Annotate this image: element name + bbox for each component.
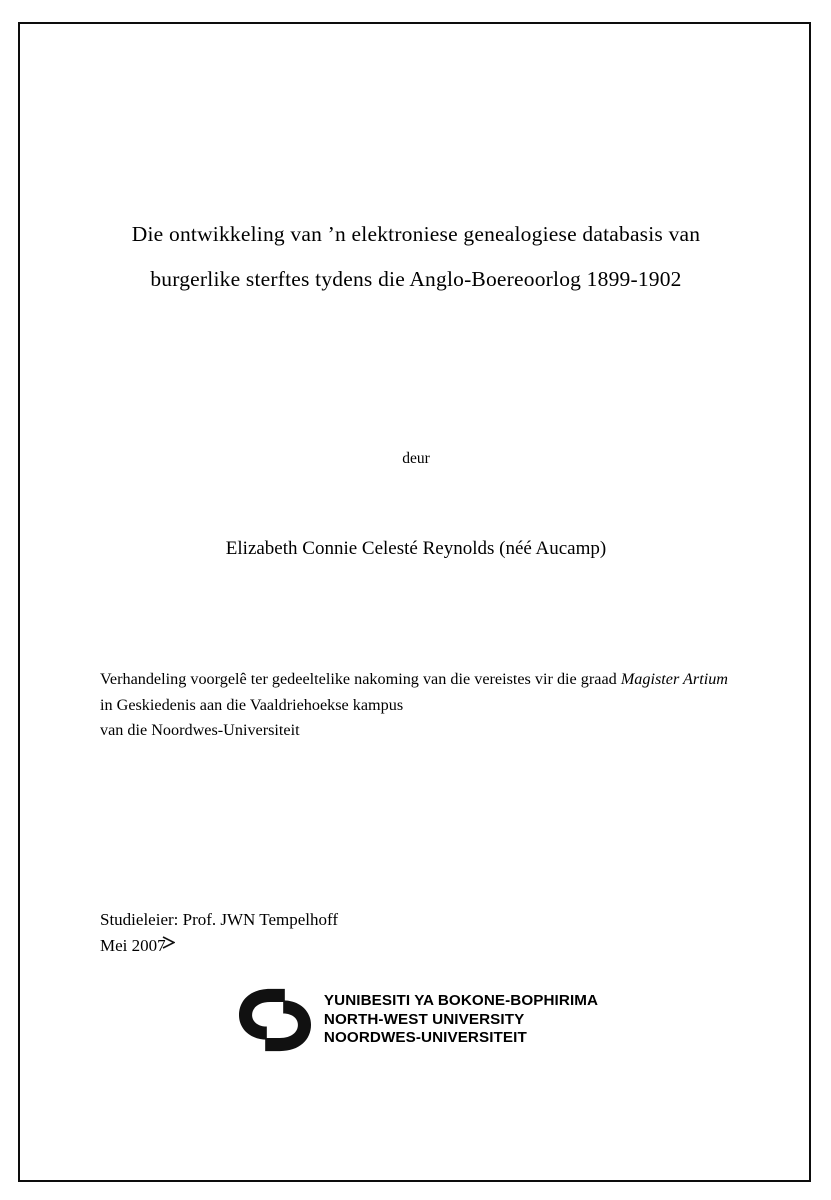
- statement-part-1: Verhandeling voorgelê ter gedeeltelike nakoming van die vereistes vir die graad: [100, 670, 621, 688]
- statement-degree-emphasis: Magister Artium: [620, 670, 728, 688]
- byline-label: deur: [402, 450, 430, 467]
- degree-statement: [100, 667, 728, 744]
- logo-text-line-1: YUNIBESITI YA BOKONE-BOPHIRIMA: [323, 992, 599, 1010]
- statement-part-3: van die Noordwes-Universiteit: [100, 721, 300, 739]
- page-title: [86, 212, 746, 302]
- logo-text-block: [324, 992, 598, 1048]
- date-line-wrapper: [100, 933, 166, 959]
- author-name: Elizabeth Connie Celesté Reynolds (néé Aucamp): [225, 538, 607, 559]
- north-west-university-logo-icon: [234, 984, 316, 1056]
- supervisor-line: Studieleier: Prof. JWN Tempelhoff: [100, 910, 339, 929]
- statement-part-2: in Geskiedenis aan die Vaaldriehoekse kampus: [100, 695, 404, 714]
- title-line-1: Die ontwikkeling van ’n elektroniese genealogiese databasis van: [131, 222, 701, 246]
- date-line: Mei 2007: [100, 936, 166, 955]
- title-line-2: burgerlike sterftes tydens die Anglo-Boereoorlog 1899-1902: [150, 267, 682, 291]
- supervisor-block: [100, 907, 600, 959]
- logo-text-line-2: NORTH-WEST UNIVERSITY: [323, 1010, 525, 1028]
- page-content: [86, 22, 746, 1182]
- logo-text-line-3: NOORDWES-UNIVERSITEIT: [323, 1029, 527, 1047]
- university-logo: [86, 984, 746, 1056]
